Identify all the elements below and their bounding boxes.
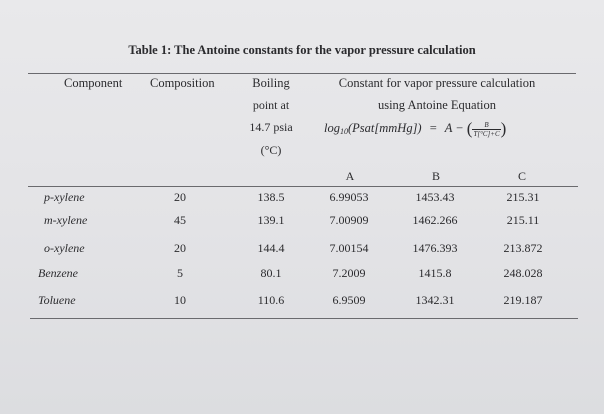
cell-boiling: 144.4 <box>257 241 285 255</box>
cell-b: 1415.8 <box>418 266 452 280</box>
cell-composition: 20 <box>174 241 186 255</box>
eq-paren-left: ( <box>466 119 473 138</box>
cell-b: 1462.266 <box>412 213 458 227</box>
eq-log: log <box>324 120 340 135</box>
header-constant-2: using Antoine Equation <box>377 98 497 112</box>
header-constant-1: Constant for vapor pressure calculation <box>338 76 536 90</box>
cell-c: 215.11 <box>506 213 540 227</box>
cell-b: 1476.393 <box>412 241 458 255</box>
cell-composition: 20 <box>174 190 186 204</box>
cell-a: 7.00154 <box>329 241 369 255</box>
top-rule <box>28 73 576 74</box>
cell-component: Toluene <box>38 293 76 307</box>
cell-c: 215.31 <box>506 190 540 204</box>
header-const-c: C <box>517 169 526 183</box>
header-boiling-2: point at <box>252 98 290 112</box>
cell-a: 6.99053 <box>329 190 369 204</box>
antoine-equation <box>324 119 506 139</box>
bottom-rule <box>30 318 578 319</box>
header-boiling-4: (°C) <box>260 143 282 157</box>
eq-equals: = <box>429 120 437 135</box>
cell-c: 219.187 <box>503 293 543 307</box>
cell-component: o-xylene <box>44 241 85 255</box>
eq-frac-num: B <box>472 121 500 130</box>
cell-b: 1453.43 <box>415 190 455 204</box>
cell-component: Benzene <box>38 266 78 280</box>
header-const-a: A <box>345 169 355 183</box>
header-const-b: B <box>431 169 440 183</box>
table-title: Table 1: The Antoine constants for the vapor pressure calculation <box>128 43 476 57</box>
header-component: Component <box>64 76 123 90</box>
eq-frac-den: T[°C]+C <box>473 129 500 138</box>
cell-a: 6.9509 <box>332 293 366 307</box>
cell-a: 7.00909 <box>329 213 369 227</box>
eq-arg: (Psat[mmHg]) <box>347 120 422 135</box>
cell-boiling: 138.5 <box>257 190 285 204</box>
cell-c: 213.872 <box>503 241 543 255</box>
cell-boiling: 80.1 <box>260 266 282 280</box>
cell-composition: 5 <box>177 266 183 280</box>
cell-component: p-xylene <box>44 190 85 204</box>
header-rule <box>28 186 578 187</box>
cell-b: 1342.31 <box>415 293 455 307</box>
eq-log-base: 10 <box>339 126 348 136</box>
cell-boiling: 139.1 <box>257 213 285 227</box>
header-boiling-3: 14.7 psia <box>249 120 293 134</box>
cell-component: m-xylene <box>44 213 88 227</box>
eq-paren-right: ) <box>500 119 507 138</box>
cell-boiling: 110.6 <box>257 293 285 307</box>
cell-c: 248.028 <box>503 266 543 280</box>
cell-composition: 10 <box>174 293 186 307</box>
eq-rhs: A − <box>444 120 464 135</box>
cell-composition: 45 <box>174 213 186 227</box>
eq-fraction <box>472 121 500 138</box>
header-boiling-1: Boiling <box>252 76 290 90</box>
cell-a: 7.2009 <box>332 266 366 280</box>
header-composition: Composition <box>150 76 215 90</box>
